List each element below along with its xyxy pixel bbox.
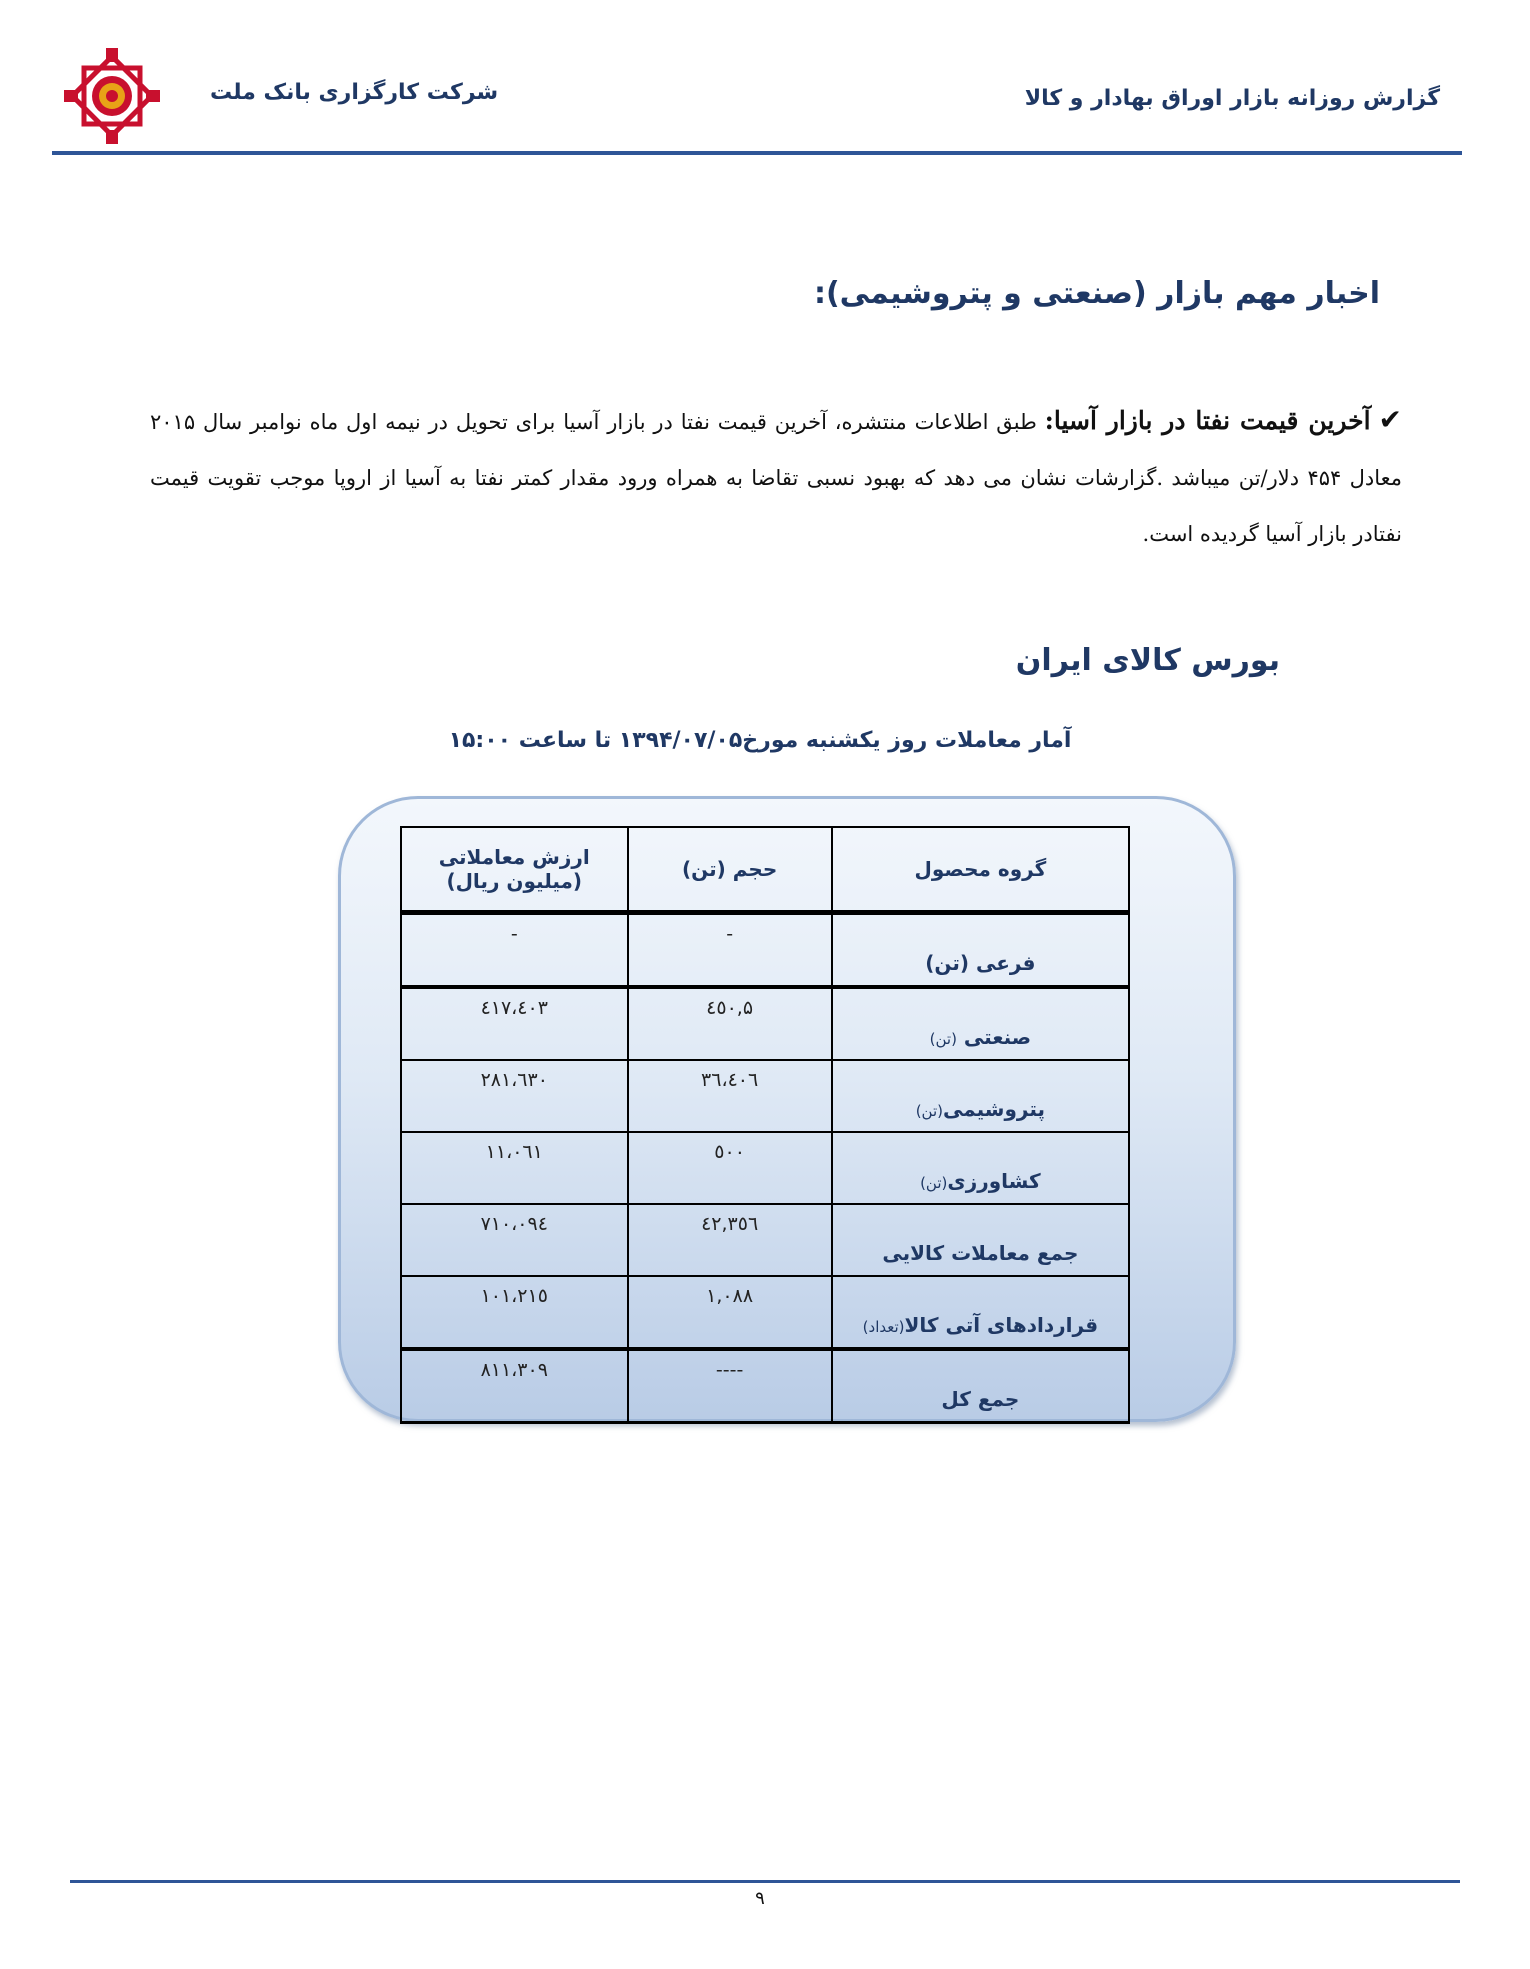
row-volume: ۵,٤٥٠ [628, 987, 832, 1060]
col-header-value-line1: ارزش معاملاتی [438, 845, 590, 869]
row-group [832, 1276, 1129, 1349]
news-heading: اخبار مهم بازار (صنعتی و پتروشیمی): [813, 276, 1380, 311]
row-group-label: قراردادهای آتی کالا [904, 1313, 1099, 1337]
row-value: ٢٨١،٦٣٠ [401, 1060, 628, 1132]
header-rule [52, 151, 1462, 155]
row-volume: ٥٠٠ [628, 1132, 832, 1204]
row-group [832, 1132, 1129, 1204]
news-item-body: طبق اطلاعات منتشره، آخرین قیمت نفتا در بازار آسیا برای تحویل در نیمه اول ماه نوامبر سال ۲۰۱۵ معادل ۴۵۴ دلار/تن میباشد .گزارشات نشان می دهد که بهبود نسبی تقاضا به همراه ورود مقدار کمتر نفتا به آسیا از اروپا موجب تقویت قیمت نفتادر بازار آسیا گردیده است. [150, 410, 1403, 546]
row-group-unit: (تن) [929, 1030, 957, 1048]
row-volume: - [628, 913, 832, 988]
col-header-group: گروه محصول [832, 827, 1129, 913]
row-group [832, 1204, 1129, 1276]
table-total-row [401, 1349, 1129, 1423]
row-value: ٤١٧،٤٠٣ [401, 987, 628, 1060]
row-value: ٧١٠،٠٩٤ [401, 1204, 628, 1276]
company-name: شرکت کارگزاری بانک ملت [210, 80, 499, 105]
col-header-value [401, 827, 628, 913]
row-group-label: پتروشیمی [943, 1097, 1046, 1121]
row-group [832, 987, 1129, 1060]
row-group-unit: (تن) [915, 1102, 943, 1120]
row-group [832, 1060, 1129, 1132]
row-volume: ٣٦،٤٠٦ [628, 1060, 832, 1132]
row-value: ١٠١،٢١٥ [401, 1276, 628, 1349]
page-number: ۹ [755, 1888, 765, 1909]
row-group-unit: (تعداد) [862, 1318, 905, 1336]
row-volume: ١,٠٨٨ [628, 1276, 832, 1349]
row-group [832, 913, 1129, 988]
total-volume: ---- [628, 1349, 832, 1423]
row-value: - [401, 913, 628, 988]
stats-caption: آمار معاملات روز یکشنبه مورخ۱۳۹۴/۰۷/۰۵ تا ساعت ۱۵:۰۰ [448, 728, 1072, 753]
table-row [401, 987, 1129, 1060]
news-item [150, 392, 1402, 562]
row-group-label: جمع معاملات کالایی [882, 1241, 1079, 1265]
news-item-lead: آخرین قیمت نفتا در بازار آسیا: [1044, 406, 1371, 435]
table-row [401, 913, 1129, 988]
table-row [401, 1204, 1129, 1276]
total-group: جمع کل [832, 1349, 1129, 1423]
table-row [401, 1276, 1129, 1349]
trade-stats-table [400, 826, 1130, 1424]
ime-heading: بورس کالای ایران [1015, 643, 1280, 678]
row-value: ١١،٠٦١ [401, 1132, 628, 1204]
total-value: ٨١١،٣٠٩ [401, 1349, 628, 1423]
row-group-label: کشاورزی [947, 1169, 1041, 1193]
row-volume: ٤٢,٣٥٦ [628, 1204, 832, 1276]
table-header-row [401, 827, 1129, 913]
col-header-volume: حجم (تن) [628, 827, 832, 913]
bank-mellat-logo-icon [62, 46, 162, 146]
report-title: گزارش روزانه بازار اوراق بهادار و کالا [1024, 86, 1440, 111]
table-row [401, 1060, 1129, 1132]
row-group-label: صنعتی [956, 1025, 1032, 1049]
col-header-value-line2: (میلیون ریال) [446, 869, 583, 893]
footer-rule [70, 1880, 1460, 1883]
checkmark-icon: ✔ [1378, 403, 1402, 436]
row-group-unit: (تن) [920, 1174, 948, 1192]
table-row [401, 1132, 1129, 1204]
row-group-label: فرعی (تن) [925, 951, 1036, 975]
